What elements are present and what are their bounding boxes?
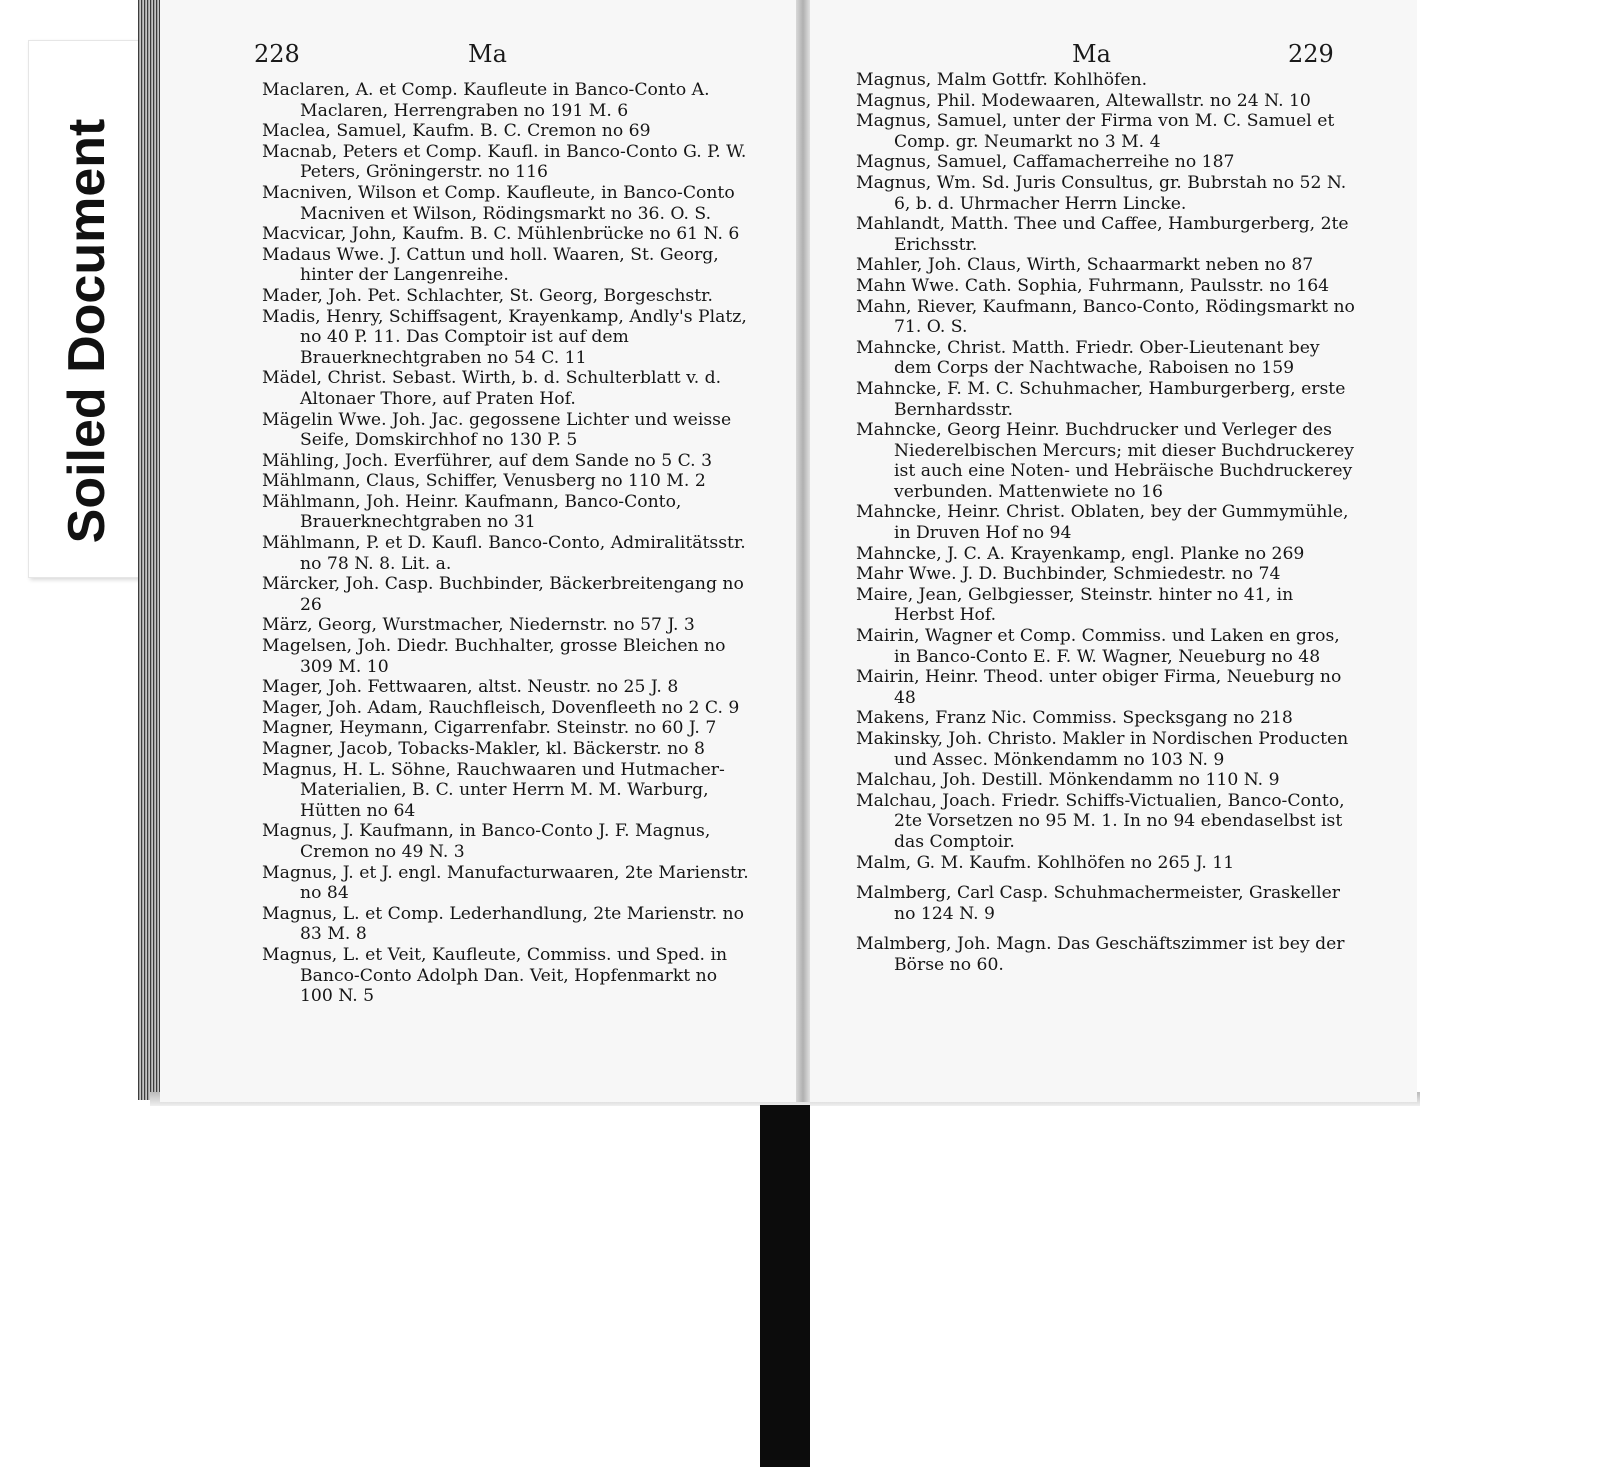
bookmark-ribbon	[760, 1105, 810, 1467]
directory-entry: Mädel, Christ. Sebast. Wirth, b. d. Schulterblatt v. d. Altonaer Thore, auf Praten Hof.	[262, 368, 722, 409]
directory-entry: Makinsky, Joh. Christo. Makler in Nordischen Producten und Assec. Mönkendamm no 103 N. 9	[856, 729, 1349, 770]
directory-entry: Malmberg, Carl Casp. Schuhmachermeister, Graskeller no 124 N. 9	[856, 883, 1341, 924]
directory-entry: Mahlandt, Matth. Thee und Caffee, Hamburgerberg, 2te Erichsstr.	[856, 214, 1349, 255]
directory-entry: Mahncke, Christ. Matth. Friedr. Ober-Lieutenant bey dem Corps der Nachtwache, Raboisen no 159	[856, 337, 1320, 379]
directory-entry: Maclea, Samuel, Kaufm. B. C. Cremon no 69	[262, 121, 651, 142]
directory-entry: Mahr Wwe. J. D. Buchbinder, Schmiedestr. no 74	[856, 564, 1281, 585]
directory-entry: März, Georg, Wurstmacher, Niedernstr. no 57 J. 3	[262, 615, 695, 636]
directory-entry: Mahncke, Heinr. Christ. Oblaten, bey der Gummymühle, in Druven Hof no 94	[856, 502, 1349, 544]
directory-entry: Macvicar, John, Kaufm. B. C. Mühlenbrücke no 61 N. 6	[262, 224, 740, 245]
right-page-number: 229	[1288, 40, 1334, 68]
directory-entry: Macnab, Peters et Comp. Kaufl. in Banco-Conto G. P. W. Peters, Gröningerstr. no 116	[262, 141, 747, 183]
directory-entry: Maclaren, A. et Comp. Kaufleute in Banco-Conto A. Maclaren, Herrengraben no 191 M. 6	[262, 80, 710, 121]
directory-entry: Magnus, J. Kaufmann, in Banco-Conto J. F. Magnus, Cremon no 49 N. 3	[262, 821, 711, 862]
directory-entry: Magnus, H. L. Söhne, Rauchwaaren und Hutmacher-Materialien, B. C. unter Herrn M. M. Warburg, Hütten no 64	[262, 759, 725, 821]
directory-entry: Magnus, Malm Gottfr. Kohlhöfen.	[856, 70, 1148, 90]
directory-entry: Mahn Wwe. Cath. Sophia, Fuhrmann, Paulsstr. no 164	[856, 275, 1330, 296]
left-page-number: 228	[254, 40, 300, 68]
directory-entry: Magnus, J. et J. engl. Manufacturwaaren, 2te Marienstr. no 84	[262, 862, 749, 904]
soiled-document-label: Soiled Document	[58, 118, 116, 544]
directory-entry: Madis, Henry, Schiffsagent, Krayenkamp, Andly's Platz, no 40 P. 11. Das Comptoir ist auf dem Brauerknechtgraben no 54 C. 11	[262, 306, 747, 368]
directory-entry: Makens, Franz Nic. Commiss. Specksgang no 218	[856, 708, 1293, 729]
book-gutter	[796, 0, 810, 1102]
directory-entry: Magnus, Wm. Sd. Juris Consultus, gr. Bubrstah no 52 N. 6, b. d. Uhrmacher Herrn Lincke.	[856, 172, 1347, 214]
directory-entry: Mairin, Wagner et Comp. Commiss. und Laken en gros, in Banco-Conto E. F. W. Wagner, Neueburg no 48	[856, 626, 1340, 667]
book-page-edges	[138, 0, 162, 1100]
directory-entry: Mahler, Joh. Claus, Wirth, Schaarmarkt neben no 87	[856, 255, 1314, 276]
directory-entry: Mahncke, F. M. C. Schuhmacher, Hamburgerberg, erste Bernhardsstr.	[856, 378, 1346, 420]
left-page-entries	[262, 80, 752, 1007]
directory-entry: Magnus, Samuel, unter der Firma von M. C. Samuel et Comp. gr. Neumarkt no 3 M. 4	[856, 111, 1335, 152]
directory-entry: Magelsen, Joh. Diedr. Buchhalter, grosse Bleichen no 309 M. 10	[262, 636, 726, 677]
directory-entry: Malm, G. M. Kaufm. Kohlhöfen no 265 J. 11	[856, 852, 1235, 873]
directory-entry: Magnus, Phil. Modewaaren, Altewallstr. no 24 N. 10	[856, 90, 1311, 111]
left-running-head: Ma	[468, 40, 507, 68]
directory-entry: Magner, Heymann, Cigarrenfabr. Steinstr. no 60 J. 7	[262, 718, 717, 739]
directory-entry: Märcker, Joh. Casp. Buchbinder, Bäckerbreitengang no 26	[262, 574, 744, 615]
directory-entry: Mahn, Riever, Kaufmann, Banco-Conto, Rödingsmarkt no 71. O. S.	[856, 296, 1355, 338]
directory-entry: Mahncke, J. C. A. Krayenkamp, engl. Planke no 269	[856, 543, 1305, 564]
directory-entry: Maire, Jean, Gelbgiesser, Steinstr. hinter no 41, in Herbst Hof.	[856, 584, 1294, 626]
directory-entry: Mairin, Heinr. Theod. unter obiger Firma, Neueburg no 48	[856, 667, 1342, 708]
directory-entry: Magnus, L. et Veit, Kaufleute, Commiss. und Sped. in Banco-Conto Adolph Dan. Veit, Hopfenmarkt no 100 N. 5	[262, 944, 728, 1007]
directory-entry: Mähling, Joch. Everführer, auf dem Sande no 5 C. 3	[262, 450, 713, 471]
directory-entry: Magner, Jacob, Tobacks-Makler, kl. Bäckerstr. no 8	[262, 739, 705, 759]
directory-entry: Malchau, Joh. Destill. Mönkendamm no 110 N. 9	[856, 770, 1280, 791]
directory-entry: Magnus, L. et Comp. Lederhandlung, 2te Marienstr. no 83 M. 8	[262, 903, 744, 945]
directory-entry: Mählmann, Claus, Schiffer, Venusberg no 110 M. 2	[262, 471, 706, 492]
directory-entry: Mager, Joh. Adam, Rauchfleisch, Dovenfleeth no 2 C. 9	[262, 697, 740, 718]
directory-entry: Magnus, Samuel, Caffamacherreihe no 187	[856, 152, 1235, 173]
soiled-document-tab	[28, 40, 151, 578]
directory-entry: Mägelin Wwe. Joh. Jac. gegossene Lichter und weisse Seife, Domskirchhof no 130 P. 5	[262, 409, 732, 451]
directory-entry: Mahncke, Georg Heinr. Buchdrucker und Verleger des Niederelbischen Mercurs; mit dieser Buchdruckerey ist auch eine Noten- und Hebräische Buchdruckerey verbunden. Mattenwiete no 16	[856, 420, 1354, 502]
directory-entry: Macniven, Wilson et Comp. Kaufleute, in Banco-Conto Macniven et Wilson, Rödingsmarkt no 36. O. S.	[262, 182, 735, 224]
directory-entry: Mählmann, Joh. Heinr. Kaufmann, Banco-Conto, Brauerknechtgraben no 31	[262, 491, 682, 533]
directory-entry: Malchau, Joach. Friedr. Schiffs-Victualien, Banco-Conto, 2te Vorsetzen no 95 M. 1. In no 94 ebendaselbst ist das Comptoir.	[856, 790, 1345, 852]
right-page-entries	[856, 70, 1356, 976]
directory-entry: Mader, Joh. Pet. Schlachter, St. Georg, Borgeschstr.	[262, 285, 713, 306]
directory-entry: Malmberg, Joh. Magn. Das Geschäftszimmer ist bey der Börse no 60.	[856, 934, 1345, 975]
directory-entry: Mählmann, P. et D. Kaufl. Banco-Conto, Admiralitätsstr. no 78 N. 8. Lit. a.	[262, 533, 746, 574]
right-running-head: Ma	[1072, 40, 1111, 68]
directory-entry: Mager, Joh. Fettwaaren, altst. Neustr. no 25 J. 8	[262, 677, 679, 698]
directory-entry: Madaus Wwe. J. Cattun und holl. Waaren, St. Georg, hinter der Langenreihe.	[262, 244, 719, 286]
